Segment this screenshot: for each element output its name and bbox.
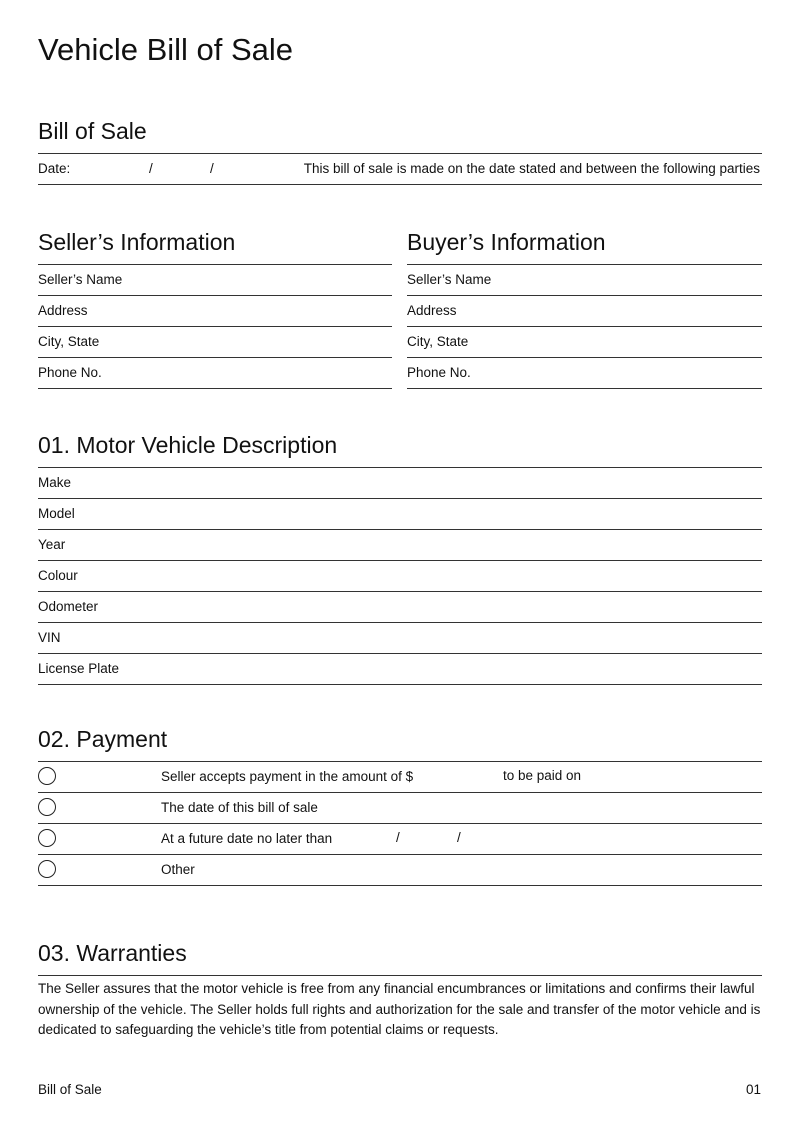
footer-label: Bill of Sale [38,1082,102,1097]
field-label: Colour [38,567,78,583]
seller-name-field[interactable] [38,264,392,294]
vehicle-vin-field[interactable] [38,622,762,652]
buyer-heading: Buyer’s Information [407,229,606,255]
field-label: Odometer [38,598,99,614]
divider [38,184,762,185]
vehicle-year-field[interactable] [38,529,762,559]
divider [38,975,762,976]
vehicle-odometer-field[interactable] [38,591,762,621]
field-label: Address [38,302,88,318]
payment-heading: 02. Payment [38,726,168,752]
field-label: VIN [38,629,61,645]
option-label: Other [161,861,195,877]
seller-city-state-field[interactable] [38,326,392,356]
date-separator: / [396,830,400,845]
warranties-heading: 03. Warranties [38,940,187,966]
payment-option-bill-date [161,792,481,822]
payment-option-radio[interactable] [38,767,56,785]
to-be-paid-label: to be paid on [503,768,582,783]
buyer-address-field[interactable] [407,295,762,325]
buyer-name-field[interactable] [407,264,762,294]
divider [38,388,392,389]
date-separator: / [149,161,153,176]
document-title: Vehicle Bill of Sale [38,32,294,67]
bill-of-sale-heading: Bill of Sale [38,118,147,144]
vehicle-model-field[interactable] [38,498,762,528]
divider [38,684,762,685]
field-label: Model [38,505,75,521]
buyer-phone-field[interactable] [407,357,762,387]
option-label: At a future date no later than [161,830,333,846]
field-label: Phone No. [407,364,471,380]
vehicle-heading: 01. Motor Vehicle Description [38,432,338,458]
date-separator: / [457,830,461,845]
divider [407,388,762,389]
field-label: City, State [407,333,469,349]
divider [38,885,762,886]
divider [38,823,762,824]
option-label: The date of this bill of sale [161,799,318,815]
date-separator: / [210,161,214,176]
field-label: Seller’s Name [38,271,123,287]
field-label: License Plate [38,660,120,676]
payment-option-radio[interactable] [38,829,56,847]
warranties-text: The Seller assures that the motor vehicle is free from any financial encumbrances or limitations and confirms their lawful ownership of the vehicle. The Seller holds full rights and authorization for the sale and transfer of the motor vehicle and is dedicated to safeguarding the vehicle’s title from potential claims or requests. [38,981,761,1037]
field-label: Year [38,536,66,552]
vehicle-license-plate-field[interactable] [38,653,762,683]
vehicle-colour-field[interactable] [38,560,762,590]
vehicle-make-field[interactable] [38,467,762,497]
bill-statement: This bill of sale is made on the date stated and between the following parties [303,161,760,176]
payment-option-other [161,854,481,884]
option-label: Seller accepts payment in the amount of $ [161,768,414,784]
payment-option-amount [161,761,481,791]
page-number: 01 [745,1082,761,1097]
payment-option-radio[interactable] [38,798,56,816]
field-label: Phone No. [38,364,102,380]
field-label: Seller’s Name [407,271,492,287]
field-label: Address [407,302,457,318]
seller-phone-field[interactable] [38,357,392,387]
buyer-city-state-field[interactable] [407,326,762,356]
date-label: Date: [38,160,71,176]
field-label: Make [38,474,72,490]
seller-address-field[interactable] [38,295,392,325]
payment-option-radio[interactable] [38,860,56,878]
seller-heading: Seller’s Information [38,229,236,255]
payment-option-future-date [161,823,381,853]
field-label: City, State [38,333,100,349]
